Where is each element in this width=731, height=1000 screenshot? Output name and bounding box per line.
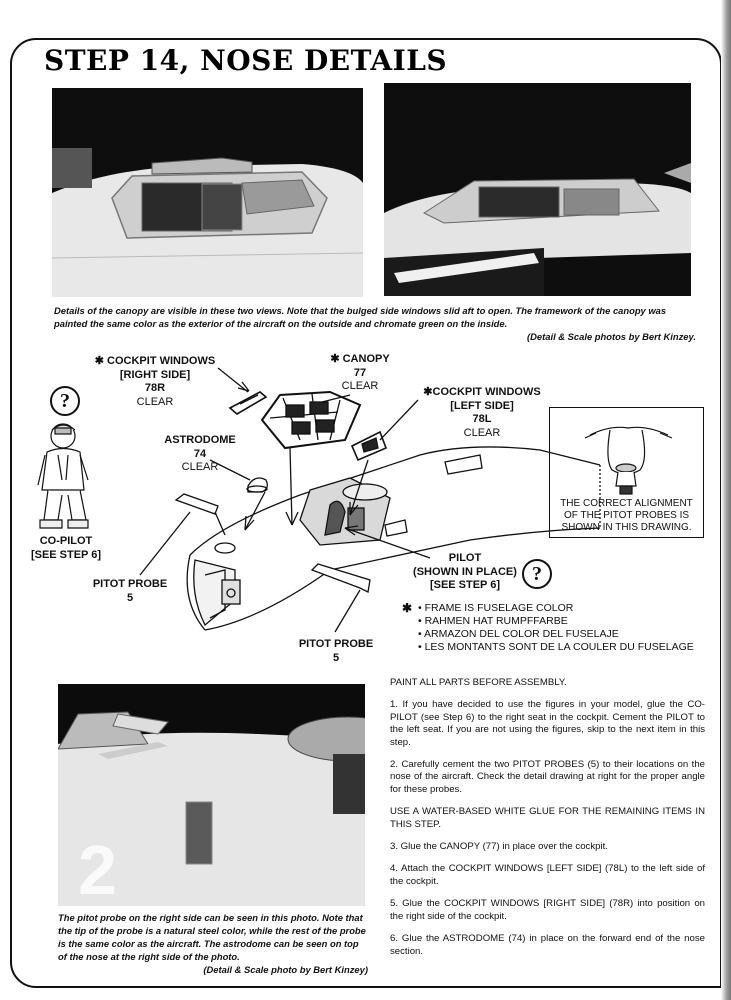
cockpit-windows-left-part: 78L: [472, 413, 492, 425]
astrodome-note: CLEAR: [181, 461, 219, 473]
page-title: STEP 14, NOSE DETAILS: [44, 44, 448, 77]
pitot-alignment-inset: [549, 407, 704, 538]
pilot-title: PILOT: [448, 552, 482, 564]
label-canopy: [320, 353, 400, 394]
instruction-3: 3. Glue the CANOPY (77) in place over the cockpit.: [390, 841, 608, 853]
pitot-probe-left-part: 5: [126, 591, 134, 604]
star-marker: ✱: [94, 355, 104, 367]
label-pitot-probe-right: [296, 638, 376, 665]
bottom-photo-caption: [58, 911, 368, 976]
inset-caption: [550, 498, 703, 534]
star-marker: ✱: [402, 601, 413, 615]
instruction-paint: PAINT ALL PARTS BEFORE ASSEMBLY.: [390, 677, 567, 688]
pilot-state: (SHOWN IN PLACE): [413, 565, 517, 578]
instruction-5: 5. Glue the COCKPIT WINDOWS [RIGHT SIDE] (78R) into position on the right side of the cockpit.: [390, 898, 705, 922]
star-marker: ✱: [423, 386, 433, 398]
copilot-title: CO-PILOT: [39, 535, 93, 547]
bottom-caption-text: The pitot probe on the right side can be seen in this photo. Note that the tip of the probe is a natural steel color, while the rest of the probe is the same color as the aircraft. The astrodome can be seen on top of the nose at the right side of the photo.: [58, 912, 366, 962]
label-pitot-probe-left: [90, 578, 170, 605]
frame-note-english: • FRAME IS FUSELAGE COLOR: [418, 602, 574, 614]
label-cockpit-windows-right: [90, 355, 220, 409]
frame-note-german: • RAHMEN HAT RUMPFFARBE: [418, 615, 568, 627]
top-caption-text: Details of the canopy are visible in these two views. Note that the bulged side windows slid aft to open. The framework of the canopy was painted the same color as the exterior of the aircraft on the outside and chromate green on the inside.: [54, 305, 667, 329]
instruction-glue-note: USE A WATER-BASED WHITE GLUE FOR THE REMAINING ITEMS IN THIS STEP.: [390, 806, 705, 830]
pitot-probe-left-title: PITOT PROBE: [92, 578, 168, 590]
bottom-caption-credit: (Detail & Scale photo by Bert Kinzey): [203, 964, 368, 975]
pilot-question-icon: ?: [522, 559, 552, 589]
cockpit-windows-right-title: COCKPIT WINDOWS: [107, 355, 216, 367]
label-astrodome: [160, 434, 240, 475]
label-copilot: [16, 535, 116, 562]
frame-note-french: • LES MONTANTS SONT DE LA COULER DU FUSELAGE: [418, 641, 694, 653]
top-caption-credit: (Detail & Scale photos by Bert Kinzey.: [527, 331, 696, 342]
cockpit-windows-left-title: COCKPIT WINDOWS: [432, 386, 541, 398]
instruction-6: 6. Glue the ASTRODOME (74) in place on the forward end of the nose section.: [390, 933, 705, 957]
cockpit-windows-left-side: [LEFT SIDE]: [450, 399, 514, 412]
star-marker: ✱: [330, 353, 340, 365]
instruction-4: 4. Attach the COCKPIT WINDOWS [LEFT SIDE] (78L) to the left side of the cockpit.: [390, 863, 705, 887]
cockpit-windows-right-note: CLEAR: [136, 395, 174, 408]
instruction-2: 2. Carefully cement the two PITOT PROBES (5) to their locations on the nose of the aircraft. Check the detail drawing at right for the proper angle for these probes.: [390, 759, 705, 795]
inset-line-3: SHOWN IN THIS DRAWING.: [561, 522, 692, 533]
inset-line-1: THE CORRECT ALIGNMENT: [560, 498, 693, 509]
copilot-question-icon: ?: [50, 386, 80, 416]
frame-color-notes: [402, 601, 694, 654]
label-cockpit-windows-left: [412, 386, 552, 440]
label-pilot: [405, 552, 525, 593]
pitot-probe-photo: [58, 684, 365, 906]
astrodome-part: 74: [193, 447, 207, 460]
instruction-1: 1. If you have decided to use the figures in your model, glue the CO-PILOT (see Step 6) to the right seat in the cockpit. Cement the PILOT to the left seat. If you are not using the figures, skip to the next item in this step.: [390, 699, 705, 748]
svg-text:2: 2: [78, 831, 117, 906]
assembly-instructions: [390, 677, 705, 968]
pilot-ref: [SEE STEP 6]: [429, 579, 501, 591]
canopy-part: 77: [353, 366, 367, 379]
pitot-probe-right-title: PITOT PROBE: [298, 638, 374, 650]
inset-line-2: OF THE PITOT PROBES IS: [563, 510, 690, 521]
frame-note-spanish: • ARMAZON DEL COLOR DEL FUSELAJE: [418, 628, 619, 640]
canopy-note: CLEAR: [341, 380, 379, 392]
astrodome-title: ASTRODOME: [164, 434, 236, 446]
pitot-probe-right-part: 5: [332, 651, 340, 664]
copilot-figure: [38, 424, 88, 528]
copilot-ref: [SEE STEP 6]: [30, 548, 102, 561]
cockpit-windows-right-part: 78R: [144, 382, 166, 394]
cockpit-windows-left-note: CLEAR: [463, 426, 501, 439]
cockpit-windows-right-side: [RIGHT SIDE]: [119, 368, 191, 381]
canopy-title: CANOPY: [342, 353, 390, 365]
